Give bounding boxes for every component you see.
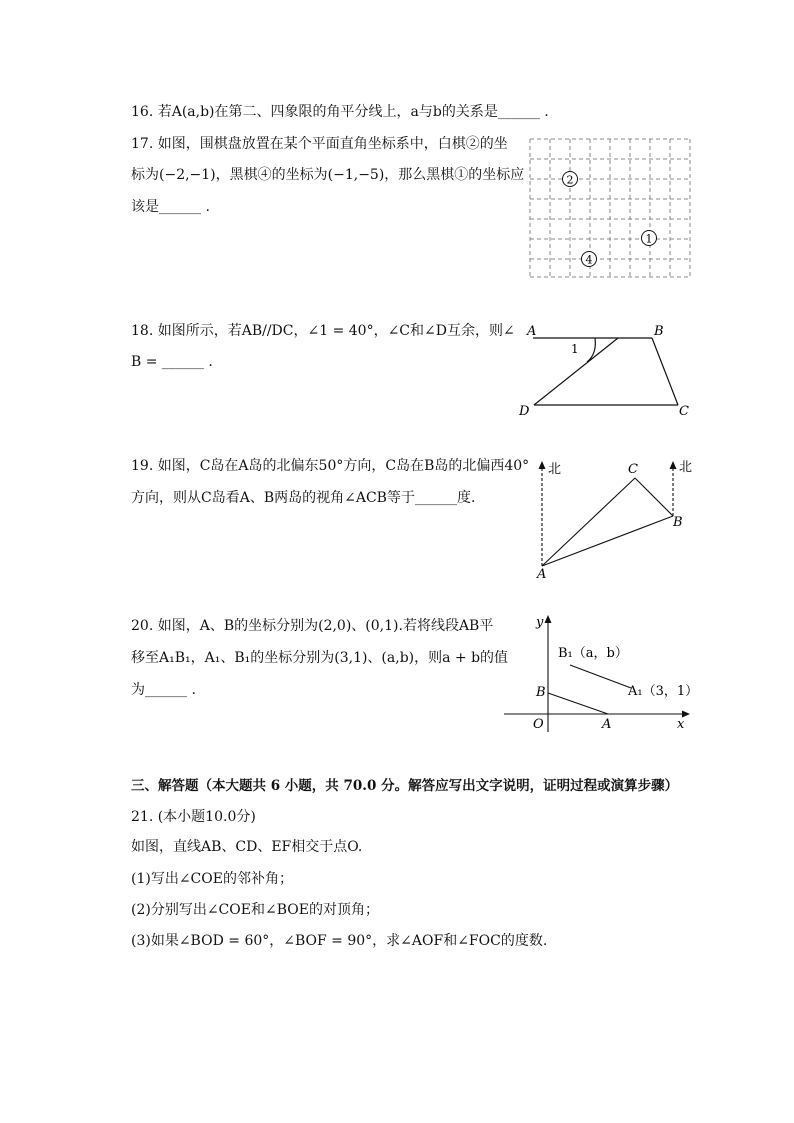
svg-text:1: 1: [645, 232, 653, 246]
label-B: B: [673, 515, 683, 530]
label-A: A: [527, 324, 537, 339]
origin-label: O: [533, 717, 544, 732]
label-A: A: [602, 717, 612, 732]
north-label-right: 北: [679, 460, 693, 475]
label-D: D: [519, 404, 530, 419]
section3-header: 三、解答题（本大题共 6 小题，共 70.0 分。解答应写出文字说明，证明过程或演算步骤）: [131, 778, 679, 794]
y-axis-label: y: [536, 615, 544, 630]
q19-line2: 方向，则从C岛看A、B两岛的视角∠ACB等于______度.: [131, 490, 476, 506]
svg-text:4: 4: [585, 253, 593, 267]
q21-title: 21. (本小题10.0分): [131, 809, 256, 825]
label-B1: B₁（a，b）: [558, 646, 628, 661]
q21-stem: 如图，直线AB、CD、EF相交于点O.: [131, 839, 363, 855]
q20-line2: 移至A₁B₁，A₁、B₁的坐标分别为(3,1)、(a,b)，则a + b的值: [131, 650, 509, 666]
stone-2: [563, 172, 578, 187]
q17-line1: 17. 如图，围棋盘放置在某个平面直角坐标系中，白棋②的坐: [131, 136, 508, 152]
q18-line2: B = ______ .: [131, 354, 213, 370]
q19-line1: 19. 如图，C岛在A岛的北偏东50°方向，C岛在B岛的北偏西40°: [131, 458, 530, 474]
q17-line2: 标为(−2,−1)，黑棋④的坐标为(−1,−5)，那么黑棋①的坐标应: [131, 167, 525, 183]
x-axis-label: x: [677, 717, 685, 732]
q16-text: 16. 若A(a,b)在第二、四象限的角平分线上，a与b的关系是______ .: [131, 104, 549, 120]
q21-part1: (1)写出∠COE的邻补角；: [131, 871, 293, 887]
stone-4: [582, 252, 597, 267]
label-C: C: [628, 462, 638, 477]
islands-figure: [527, 454, 697, 582]
q21-part2: (2)分别写出∠COE和∠BOE的对顶角；: [131, 902, 379, 918]
label-C: C: [679, 404, 689, 419]
stone-1: [642, 231, 657, 246]
q20-line1: 20. 如图，A、B的坐标分别为(2,0)、(0,1).若将线段AB平: [131, 618, 494, 634]
go-board-figure: [525, 134, 697, 284]
coordinate-figure: [500, 610, 700, 735]
trapezoid-figure: [515, 318, 695, 422]
q21-part3: (3)如果∠BOD = 60°，∠BOF = 90°，求∠AOF和∠FOC的度数.: [131, 933, 548, 949]
svg-text:2: 2: [566, 173, 574, 187]
label-A: A: [537, 567, 547, 582]
label-A1: A₁（3，1）: [628, 684, 699, 699]
q18-line1: 18. 如图所示，若AB//DC，∠1 = 40°，∠C和∠D互余，则∠: [131, 323, 515, 339]
q20-line3: 为______ .: [131, 682, 196, 698]
q17-line3: 该是______ .: [131, 199, 210, 215]
label-B: B: [536, 685, 546, 700]
north-label-left: 北: [548, 462, 562, 477]
label-B: B: [654, 324, 664, 339]
label-angle-1: 1: [571, 342, 579, 356]
